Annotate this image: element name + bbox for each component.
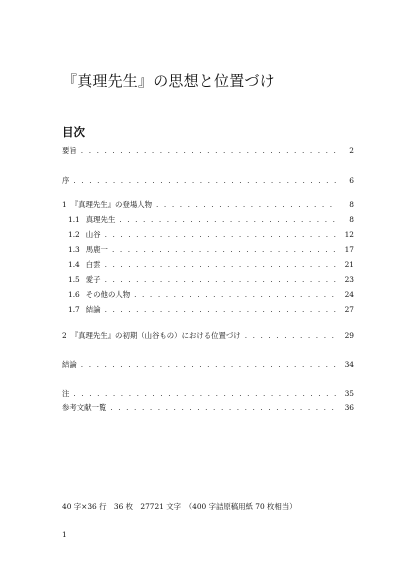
toc-entry-ketsuron[interactable] <box>62 360 354 370</box>
toc-entry-label: その他の人物 <box>85 290 131 299</box>
toc-entry-chu[interactable] <box>62 389 354 399</box>
toc-entry-number: 1.2 <box>68 230 80 239</box>
toc-entry-page: 23 <box>344 275 354 284</box>
toc-entry-page: 29 <box>344 331 354 340</box>
toc-entry-label: 序 <box>62 176 70 185</box>
toc-entry-page: 6 <box>349 176 354 185</box>
toc-entry-s1-4[interactable] <box>68 260 354 270</box>
toc-leader-dots <box>73 389 338 399</box>
toc-entry-label: 真理先生 <box>85 215 116 224</box>
document-stats-note: 40 字×36 行 36 枚 27721 文字 （400 字詰原稿用紙 70 枚相当） <box>62 502 297 511</box>
toc-entry-number: 2 <box>62 331 67 340</box>
toc-leader-dots <box>105 260 338 270</box>
table-of-contents <box>62 0 354 580</box>
toc-entry-ch2[interactable] <box>62 331 354 341</box>
toc-entry-label: 注 <box>62 389 70 398</box>
toc-leader-dots <box>156 200 338 210</box>
toc-entry-label: 要旨 <box>62 146 77 155</box>
toc-entry-ch1[interactable] <box>62 200 354 210</box>
toc-entry-label: 馬鹿一 <box>85 245 108 254</box>
toc-entry-page: 34 <box>344 360 354 369</box>
toc-leader-dots <box>119 215 338 225</box>
toc-leader-dots <box>73 176 338 186</box>
toc-leader-dots <box>81 360 338 370</box>
toc-entry-page: 17 <box>344 245 354 254</box>
toc-leader-dots <box>110 403 338 413</box>
toc-entry-number: 1.3 <box>68 245 80 254</box>
toc-entry-label: 山谷 <box>85 230 101 239</box>
toc-entry-page: 36 <box>344 403 354 412</box>
toc-entry-label: 結論 <box>85 305 101 314</box>
toc-entry-page: 12 <box>344 230 354 239</box>
toc-entry-number: 1.7 <box>68 305 80 314</box>
toc-entry-number: 1.5 <box>68 275 80 284</box>
page-number: 1 <box>62 530 67 539</box>
toc-entry-page: 8 <box>349 215 354 224</box>
toc-entry-page: 27 <box>344 305 354 314</box>
toc-leader-dots <box>105 305 338 315</box>
toc-leader-dots <box>105 230 338 240</box>
toc-entry-page: 35 <box>344 389 354 398</box>
toc-entry-s1-3[interactable] <box>68 245 354 255</box>
toc-entry-page: 2 <box>349 146 354 155</box>
toc-entry-page: 24 <box>344 290 354 299</box>
toc-entry-label: 『真理先生』の登場人物 <box>70 200 153 209</box>
toc-entry-s1-5[interactable] <box>68 275 354 285</box>
toc-entry-label: 参考文献一覧 <box>62 403 107 412</box>
toc-entry-s1-6[interactable] <box>68 290 354 300</box>
toc-entry-label: 愛子 <box>85 275 101 284</box>
toc-entry-number: 1 <box>62 200 67 209</box>
toc-entry-page: 8 <box>349 200 354 209</box>
toc-entry-s1-2[interactable] <box>68 230 354 240</box>
toc-entry-page: 21 <box>344 260 354 269</box>
toc-entry-jo[interactable] <box>62 176 354 186</box>
toc-leader-dots <box>81 146 338 156</box>
toc-heading: 目次 <box>62 125 85 139</box>
toc-leader-dots <box>134 290 338 300</box>
toc-entry-s1-7[interactable] <box>68 305 354 315</box>
toc-entry-s1-1[interactable] <box>68 215 354 225</box>
toc-entry-number: 1.4 <box>68 260 80 269</box>
toc-entry-number: 1.1 <box>68 215 80 224</box>
toc-leader-dots <box>105 275 338 285</box>
toc-entry-sanko[interactable] <box>62 403 354 413</box>
toc-entry-label: 『真理先生』の初期（山谷もの）における位置づけ <box>70 331 241 340</box>
toc-entry-youshi[interactable] <box>62 146 354 156</box>
toc-entry-number: 1.6 <box>68 290 80 299</box>
page-title: 『真理先生』の思想と位置づけ <box>62 72 275 90</box>
toc-leader-dots <box>245 331 338 341</box>
toc-entry-label: 白雲 <box>85 260 101 269</box>
toc-leader-dots <box>112 245 338 255</box>
toc-entry-label: 結論 <box>62 360 77 369</box>
